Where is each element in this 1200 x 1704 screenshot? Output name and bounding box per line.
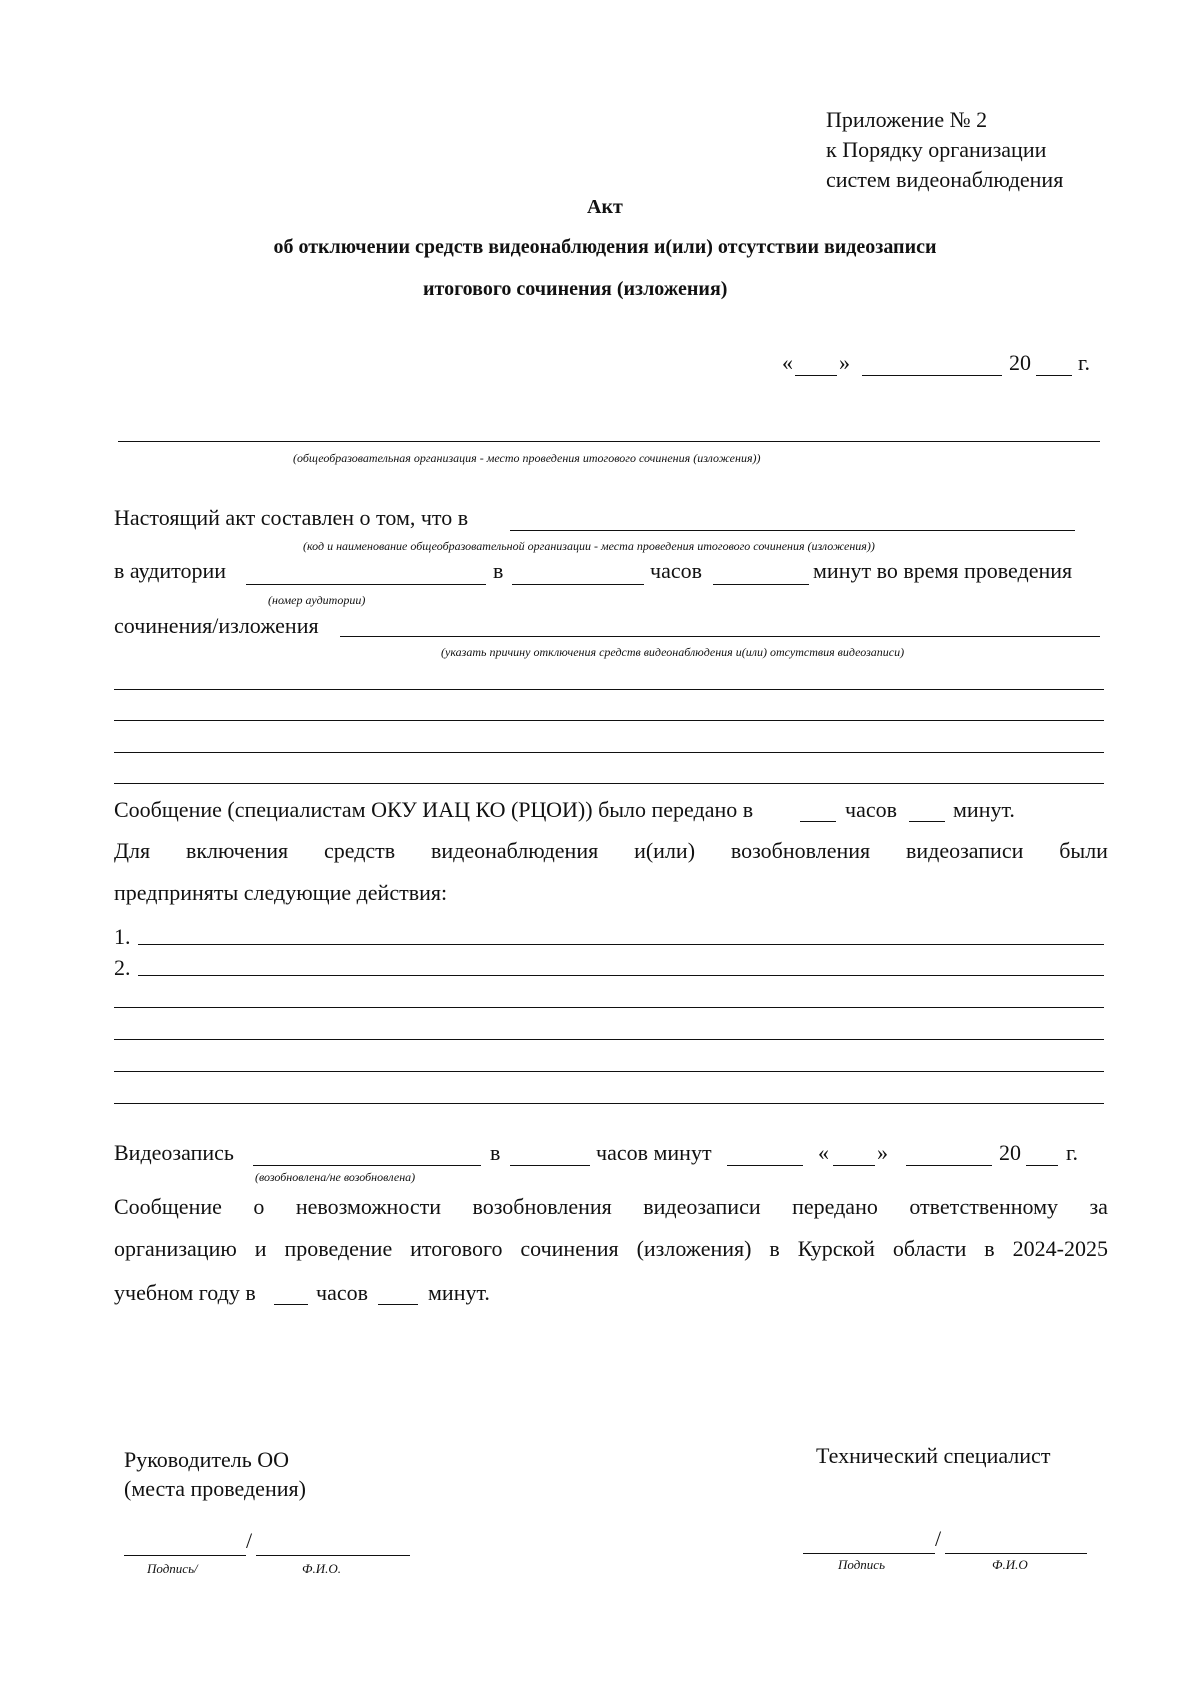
notice-line-3-start: учебном году в [114, 1280, 256, 1305]
document-title: Акт [587, 196, 623, 218]
word: видеозаписи [643, 1194, 761, 1219]
right-fio-caption: Ф.И.О [992, 1557, 1028, 1572]
word: передано [792, 1194, 878, 1219]
word: ответственному [909, 1194, 1058, 1219]
action-blank-line[interactable] [114, 1039, 1104, 1040]
notice-hours-blank[interactable] [274, 1304, 308, 1305]
reason-blank-line[interactable] [114, 752, 1104, 753]
left-signer-subtitle: (места проведения) [124, 1476, 306, 1501]
video-year-prefix: 20 [999, 1140, 1021, 1165]
date-year-blank[interactable] [1036, 375, 1072, 376]
auditorium-minutes-blank[interactable] [713, 584, 809, 585]
word: средств [323, 838, 396, 863]
essay-label: сочинения/изложения [114, 613, 319, 638]
action-item-1-number: 1. [114, 924, 131, 949]
word: включения [185, 838, 289, 863]
video-status-blank[interactable] [253, 1165, 481, 1166]
word: возобновления [472, 1194, 612, 1219]
left-signature-caption: Подпись/ [147, 1561, 198, 1576]
message-minutes-label: минут. [953, 797, 1015, 822]
organization-code-blank[interactable] [510, 530, 1075, 531]
action-blank-line[interactable] [114, 1007, 1104, 1008]
right-signer-title: Технический специалист [816, 1443, 1051, 1468]
action-item-1-blank[interactable] [138, 944, 1104, 945]
auditorium-caption: (номер аудитории) [268, 593, 366, 607]
video-label: Видеозапись [114, 1140, 234, 1165]
message-text: Сообщение (специалистам ОКУ ИАЦ КО (РЦОИ)) было передано в [114, 797, 754, 822]
word: итогового [410, 1236, 503, 1261]
word: области [892, 1236, 967, 1261]
notice-hours-label: часов [316, 1280, 368, 1305]
action-item-2-blank[interactable] [138, 975, 1104, 976]
left-fio-caption: Ф.И.О. [302, 1561, 341, 1576]
reason-blank-line[interactable] [114, 783, 1104, 784]
word: и [254, 1236, 267, 1261]
present-act-text: Настоящий акт составлен о том, что в [114, 505, 469, 530]
organization-blank[interactable] [118, 441, 1100, 442]
reason-blank[interactable] [340, 636, 1100, 637]
word: 2024-2025 [1012, 1236, 1108, 1261]
word: проведение [284, 1236, 393, 1261]
video-day-blank[interactable] [833, 1165, 875, 1166]
word: Курской [797, 1236, 875, 1261]
action-blank-line[interactable] [114, 1071, 1104, 1072]
word: Сообщение [114, 1194, 222, 1219]
word: о [253, 1194, 265, 1219]
video-minutes-blank[interactable] [727, 1165, 803, 1166]
notice-line-1 [114, 1194, 1108, 1220]
date-year-suffix: г. [1078, 350, 1091, 375]
word: были [1059, 838, 1108, 863]
date-year-prefix: 20 [1009, 350, 1031, 375]
message-hours-label: часов [845, 797, 897, 822]
reason-caption: (указать причину отключения средств видеонаблюдения и(или) отсутствия видеозаписи) [441, 645, 905, 659]
video-open-quote: « [818, 1140, 829, 1165]
date-day-blank[interactable] [795, 375, 837, 376]
left-signature-blank[interactable] [124, 1555, 246, 1556]
notice-minutes-label: минут. [428, 1280, 490, 1305]
word: (изложения) [636, 1236, 752, 1261]
auditorium-hours-blank[interactable] [512, 584, 644, 585]
word: в [984, 1236, 995, 1261]
left-signer-title: Руководитель ОО [124, 1447, 290, 1472]
right-signature-caption: Подпись [838, 1557, 885, 1572]
word: возобновления [730, 838, 871, 863]
organization-code-caption: (код и наименование общеобразовательной организации - места проведения итогового сочинения (изложения)) [303, 539, 875, 553]
video-year-suffix: г. [1066, 1140, 1079, 1165]
video-hours-blank[interactable] [510, 1165, 590, 1166]
actions-line-2: предприняты следующие действия: [114, 880, 448, 905]
word: невозможности [295, 1194, 442, 1219]
notice-line-2 [114, 1236, 1108, 1262]
date-month-blank[interactable] [862, 375, 1002, 376]
actions-line-1 [114, 838, 1108, 864]
message-hours-blank[interactable] [800, 821, 836, 822]
video-caption: (возобновлена/не возобновлена) [255, 1170, 416, 1184]
auditorium-minutes-label: минут во время проведения [813, 558, 1073, 583]
auditorium-label: в аудитории [114, 558, 226, 583]
appendix-line-3: систем видеонаблюдения [826, 167, 1064, 192]
video-v: в [490, 1140, 501, 1165]
word: видеозаписи [906, 838, 1024, 863]
video-year-blank[interactable] [1026, 1165, 1058, 1166]
organization-caption: (общеобразовательная организация - место проведения итогового сочинения (изложения)) [293, 451, 761, 465]
action-item-2-number: 2. [114, 955, 131, 980]
auditorium-v: в [493, 558, 504, 583]
appendix-line-1: Приложение № 2 [826, 107, 988, 132]
video-hours-minutes-label: часов минут [596, 1140, 712, 1165]
word: организацию [114, 1236, 237, 1261]
word: Для [114, 838, 151, 863]
message-minutes-blank[interactable] [909, 821, 945, 822]
appendix-line-2: к Порядку организации [826, 137, 1047, 162]
right-signature-blank[interactable] [803, 1553, 935, 1554]
document-subtitle-line-2: итогового сочинения (изложения) [423, 278, 728, 300]
date-close-quote: » [839, 350, 850, 375]
notice-minutes-blank[interactable] [378, 1304, 418, 1305]
auditorium-number-blank[interactable] [246, 584, 486, 585]
action-blank-line[interactable] [114, 1103, 1104, 1104]
reason-blank-line[interactable] [114, 720, 1104, 721]
left-signature-slash: / [246, 1528, 253, 1553]
right-fio-blank[interactable] [945, 1553, 1087, 1554]
document-subtitle-line-1: об отключении средств видеонаблюдения и(или) отсутствии видеозаписи [273, 236, 937, 258]
left-fio-blank[interactable] [256, 1555, 410, 1556]
reason-blank-line[interactable] [114, 689, 1104, 690]
date-open-quote: « [782, 350, 793, 375]
auditorium-hours-label: часов [650, 558, 702, 583]
video-month-blank[interactable] [906, 1165, 992, 1166]
word: за [1089, 1194, 1108, 1219]
word: сочинения [520, 1236, 619, 1261]
word: видеонаблюдения [431, 838, 599, 863]
word: в [769, 1236, 780, 1261]
word: и(или) [634, 838, 696, 863]
right-signature-slash: / [935, 1526, 942, 1551]
video-close-quote: » [877, 1140, 888, 1165]
